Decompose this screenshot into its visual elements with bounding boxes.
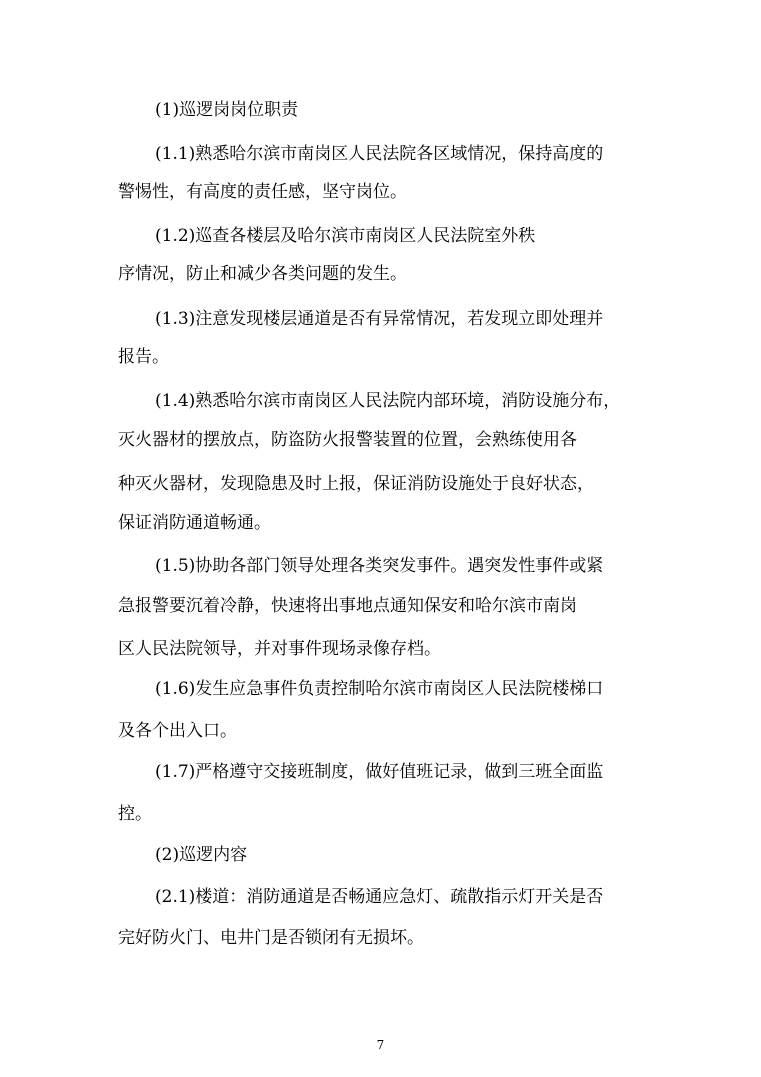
paragraph-line: 警惕性，有高度的责任感，坚守岗位。: [118, 182, 407, 202]
paragraph-line: 报告。: [118, 347, 169, 367]
paragraph-line: (1.5)协助各部门领导处理各类突发事件。遇突发性事件或紧: [155, 556, 604, 576]
paragraph-line: (1.4)熟悉哈尔滨市南岗区人民法院内部环境，消防设施分布，: [155, 391, 621, 411]
paragraph-line: (1.6)发生应急事件负责控制哈尔滨市南岗区人民法院楼梯口: [155, 679, 604, 699]
section-heading-patrol-duties: (1)巡逻岗岗位职责: [155, 100, 299, 120]
paragraph-line: 序情况，防止和减少各类问题的发生。: [118, 264, 407, 284]
paragraph-line: 种灭火器材，发现隐患及时上报，保证消防设施处于良好状态，: [118, 474, 594, 494]
page-number: 7: [376, 1038, 385, 1052]
paragraph-line: (1.3)注意发现楼层通道是否有异常情况，若发现立即处理并: [155, 309, 604, 329]
paragraph-line: (1.7)严格遵守交接班制度，做好值班记录，做到三班全面监: [155, 762, 604, 782]
section-heading-patrol-content: (2)巡逻内容: [155, 845, 248, 865]
paragraph-line: 完好防火门、电井门是否锁闭有无损坏。: [118, 928, 424, 948]
paragraph-line: 保证消防通道畅通。: [118, 513, 271, 533]
paragraph-line: 区人民法院领导，并对事件现场录像存档。: [118, 639, 441, 659]
paragraph-line: 及各个出入口。: [118, 721, 237, 741]
paragraph-line: 控。: [118, 804, 152, 824]
paragraph-line: 灭火器材的摆放点，防盗防火报警装置的位置，会熟练使用各: [118, 430, 577, 450]
paragraph-line: (1.1)熟悉哈尔滨市南岗区人民法院各区域情况，保持高度的: [155, 144, 604, 164]
paragraph-line: (1.2)巡查各楼层及哈尔滨市南岗区人民法院室外秩: [155, 226, 536, 246]
paragraph-line: 急报警要沉着冷静，快速将出事地点通知保安和哈尔滨市南岗: [118, 596, 577, 616]
paragraph-line: (2.1)楼道：消防通道是否畅通应急灯、疏散指示灯开关是否: [155, 887, 604, 907]
